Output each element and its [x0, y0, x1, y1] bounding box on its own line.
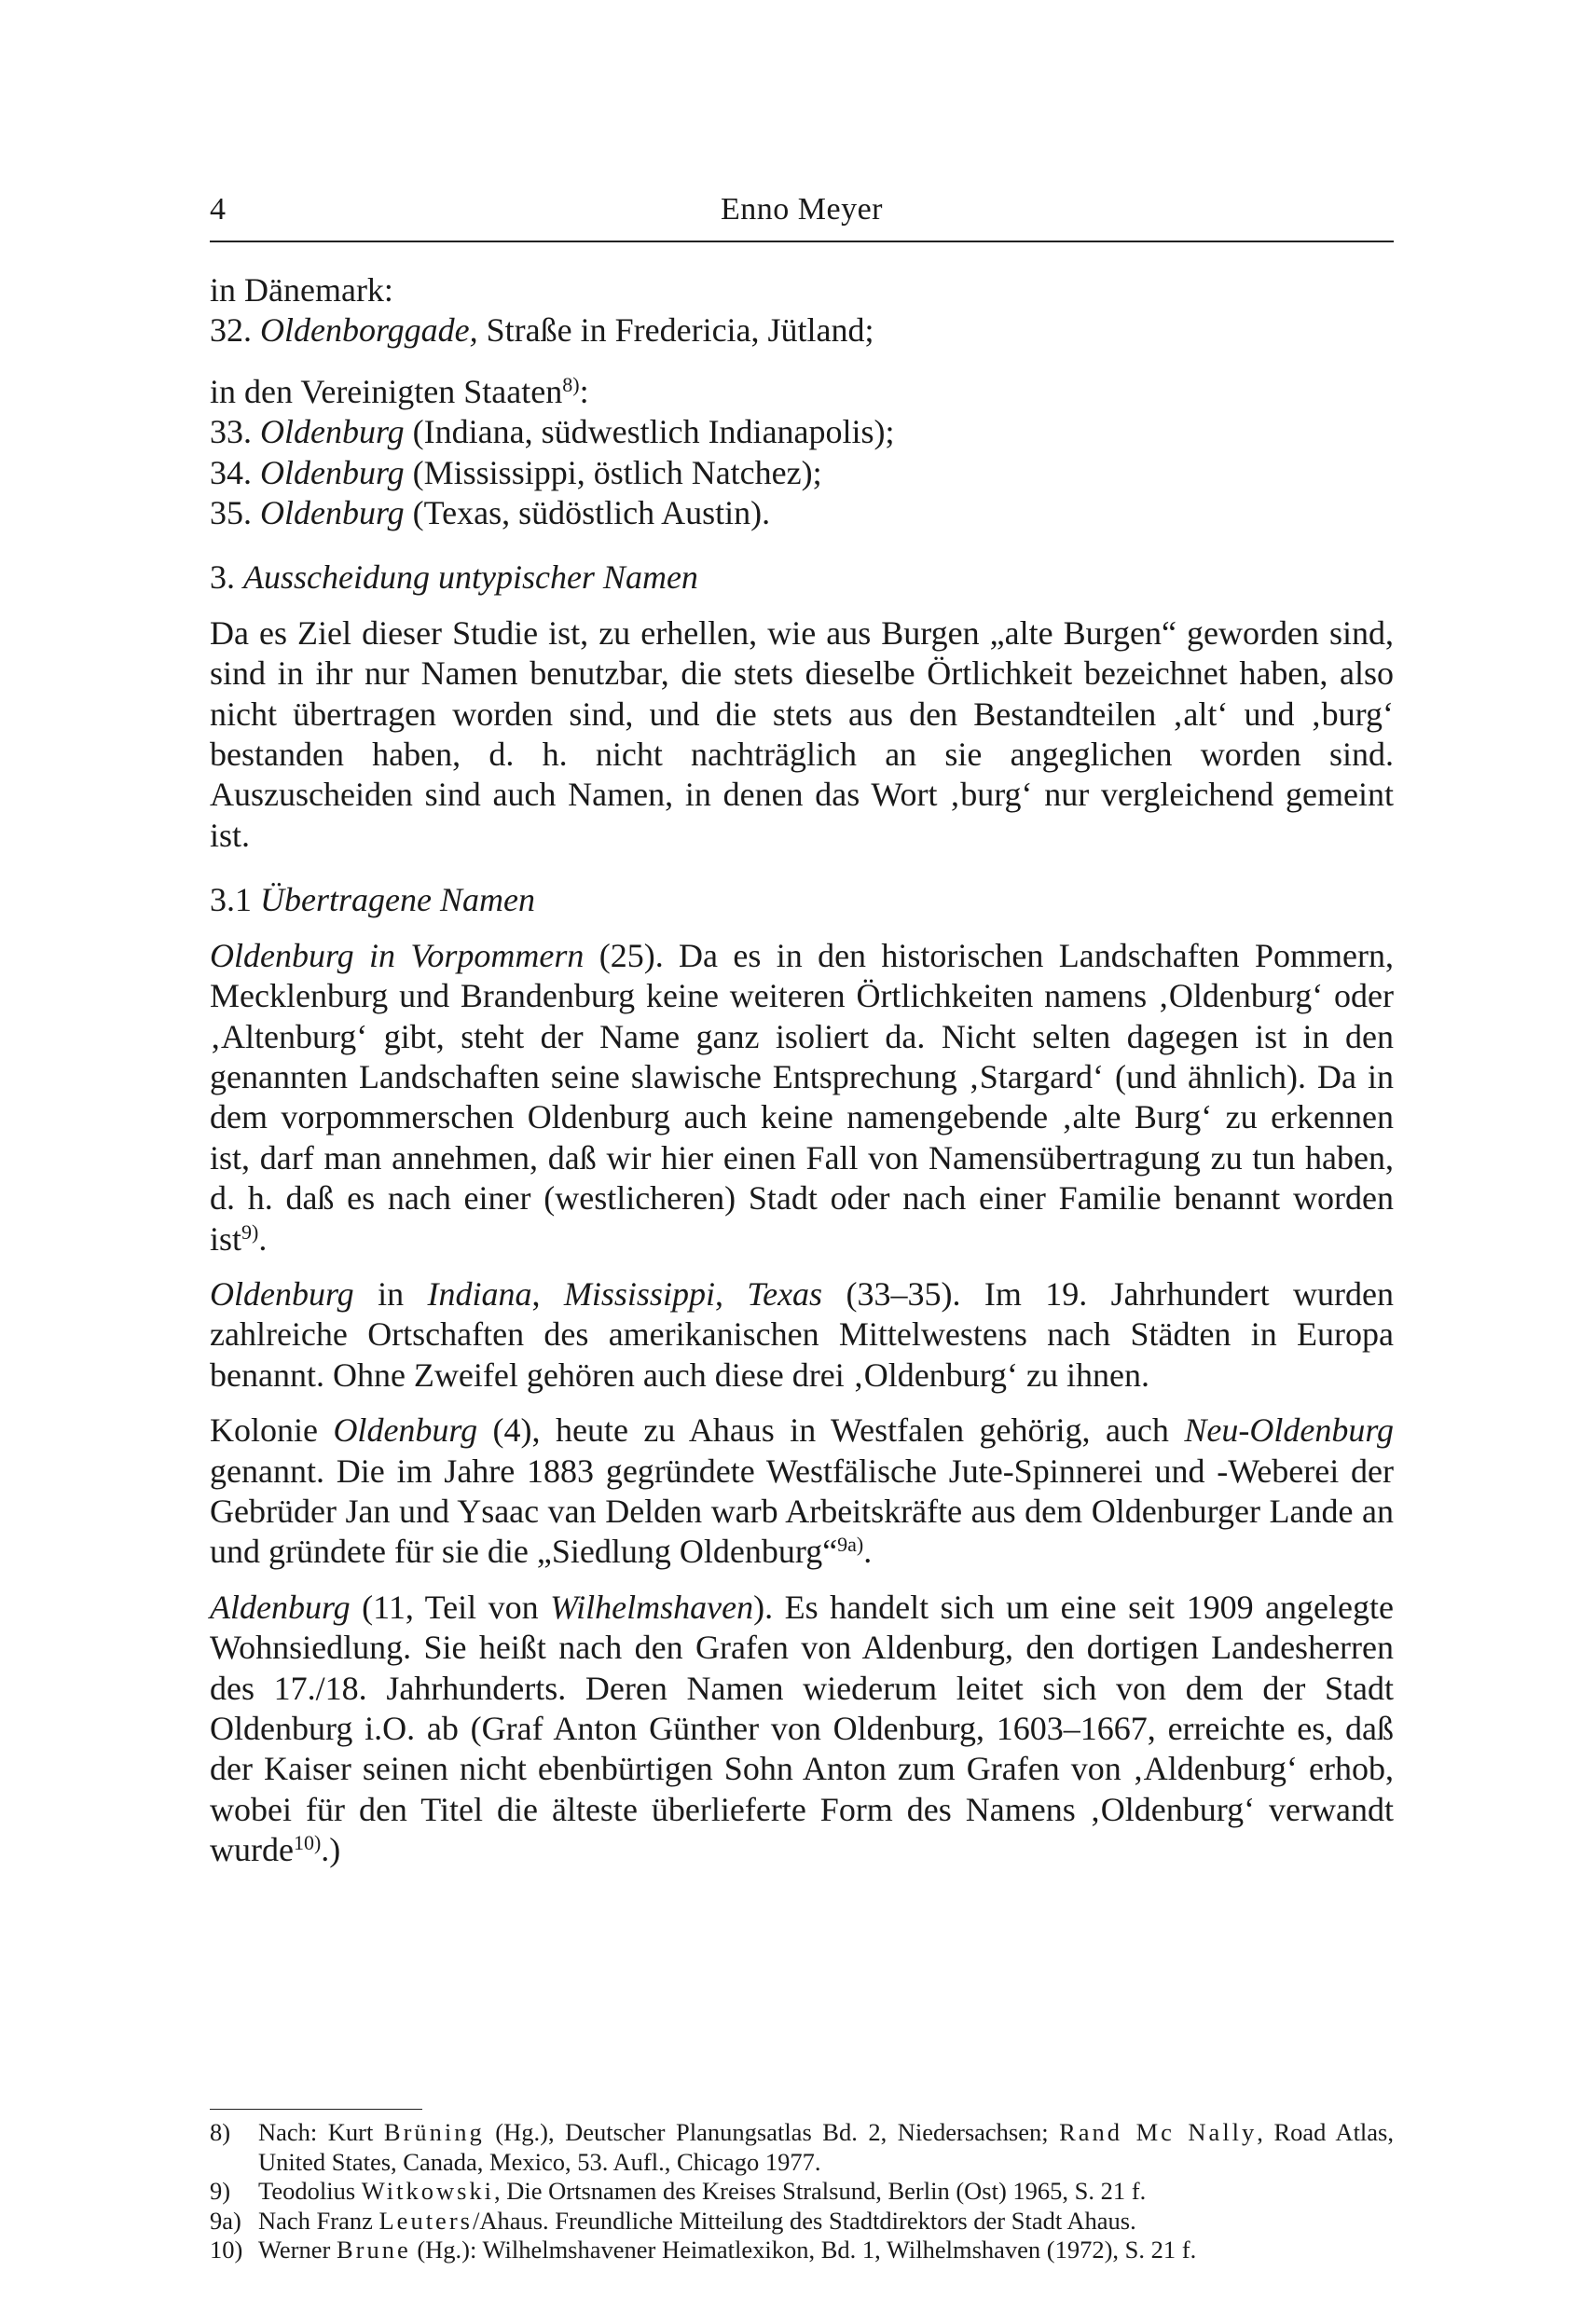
paragraph: Aldenburg (11, Teil von Wilhelmshaven). Es handelt sich um eine seit 1909 angelegte Wohnsiedlung. Sie heißt nach den Grafen von Aldenburg, den dortigen Landesherren des 17./18. Jahrhunderts. Deren Namen wiederum leitet sich von dem der Stadt Oldenburg i.O. ab (Graf Anton Günther von Oldenburg, 1603–1667, erreichte es, daß der Kaiser seinen nicht ebenbürtigen Sohn Anton zum Grafen von ‚Aldenburg‘ erhob, wobei für den Titel die älteste überlieferte Form des Namens ‚Oldenburg‘ verwandt wurde$^{10)}$.) — [210, 1588, 1394, 1869]
footnote: 9a) Nach Franz Leuters/Ahaus. Freundliche Mitteilung des Stadtdirektors der Stadt Ahaus. — [210, 2206, 1136, 2235]
place-name: Indiana — [427, 1274, 532, 1313]
entry-lead: Oldenburg in Vorpommern — [210, 936, 585, 974]
place-name: Neu-Oldenburg — [1184, 1411, 1394, 1450]
item-description: Straße in Fredericia, Jütland; — [477, 311, 874, 350]
main-text — [210, 270, 1394, 1871]
running-head-author: Enno Meyer — [720, 192, 883, 227]
entry-lead: Oldenburg — [210, 1274, 354, 1313]
footnote-ref: 10) — [293, 1831, 322, 1855]
book-page — [210, 0, 1394, 2312]
paragraph: Kolonie Oldenburg (4), heute zu Ahaus in Westfalen gehörig, auch Neu-Oldenburg genannt. Die im Jahre 1883 gegründete Westfälische Jute-Spinnerei und -Weberei der Gebrüder Jan und Ysaac van Delden warb Arbeitskräfte aus dem Oldenburger Lande an und gründete für sie die „Siedlung Oldenburg“$^{9a)}$. — [210, 1411, 1394, 1571]
place-name: Mississippi — [563, 1274, 715, 1313]
item-description: (Indiana, südwestlich Indianapolis); — [404, 413, 895, 451]
footnote-mark: 8) — [210, 2118, 231, 2146]
list-item — [210, 493, 1394, 533]
section-number: 3. — [210, 558, 243, 597]
footnote: 8) Nach: Kurt Brüning (Hg.), Deutscher Planungsatlas Bd. 2, Niedersachsen; Rand Mc Nally, Road Atlas, United States, Canada, Mexico, 53. Aufl., Chicago 1977. — [210, 2118, 1394, 2176]
list-item — [210, 310, 1394, 351]
place-name: Oldenborggade, — [260, 311, 478, 350]
header-rule — [210, 241, 1394, 242]
section-number: 3.1 — [210, 881, 260, 919]
item-number: 35. — [210, 494, 260, 532]
item-number: 32. — [210, 311, 260, 350]
item-description: (Mississippi, östlich Natchez); — [404, 453, 822, 491]
footnote-rule — [210, 2109, 422, 2110]
author-name: Witkowski — [361, 2177, 495, 2206]
footnote-mark: 10) — [210, 2236, 243, 2264]
footnote-ref: 8) — [562, 372, 580, 396]
place-name: Oldenburg — [260, 494, 405, 532]
list-heading-usa: in den Vereinigten Staaten$^{8)}$: — [210, 372, 589, 410]
section-title: Ausscheidung untypischer Namen — [243, 558, 698, 597]
paragraph: Da es Ziel dieser Studie ist, zu erhellen, wie aus Burgen „alte Burgen“ geworden sind, sind in ihr nur Namen benutzbar, die stets dieselbe Örtlichkeit bezeichnet haben, also nicht übertragen worden sind, und die stets aus den Bestandteilen ‚alt‘ und ‚burg‘ bestanden haben, d. h. nicht nachträglich an sie angeglichen worden sind. Auszuscheiden sind auch Namen, in denen das Wort ‚burg‘ nur vergleichend gemeint ist. — [210, 613, 1394, 854]
paragraph: Oldenburg in Indiana, Mississippi, Texas (33–35). Im 19. Jahrhundert wurden zahlreiche Ortschaften des amerikanischen Mittelwestens nach Städten in Europa benannt. Ohne Zweifel gehören auch diese drei ‚Oldenburg‘ zu ihnen. — [210, 1274, 1394, 1394]
footnotes — [210, 2118, 1394, 2265]
place-name: Oldenburg — [260, 453, 405, 491]
place-name: Texas — [747, 1274, 823, 1313]
footnote: 9) Teodolius Witkowski, Die Ortsnamen des Kreises Stralsund, Berlin (Ost) 1965, S. 21 f. — [210, 2177, 1147, 2206]
place-name: Wilhelmshaven — [550, 1588, 754, 1626]
author-name: Rand Mc Nally — [1059, 2118, 1258, 2146]
entry-lead: Aldenburg — [210, 1588, 351, 1626]
section-title: Übertragene Namen — [260, 881, 535, 919]
author-name: Brune — [336, 2236, 411, 2264]
footnote-ref: 9a) — [837, 1533, 864, 1557]
subsection-heading — [210, 880, 1394, 920]
author-name: Brüning — [383, 2118, 485, 2146]
running-head — [210, 186, 1394, 233]
section-heading — [210, 557, 1394, 598]
list-heading-denmark: in Dänemark: — [210, 271, 393, 309]
item-number: 34. — [210, 453, 260, 491]
author-name: Leuters — [378, 2206, 473, 2235]
place-name: Oldenburg — [260, 413, 405, 451]
item-number: 33. — [210, 413, 260, 451]
footnote-ref: 9) — [241, 1219, 259, 1244]
entry-lead: Oldenburg — [333, 1411, 478, 1450]
footnote: 10) Werner Brune (Hg.): Wilhelmshavener Heimatlexikon, Bd. 1, Wilhelmshaven (1972), S. 21 f. — [210, 2236, 1197, 2264]
page-number: 4 — [210, 192, 226, 227]
footnote-mark: 9) — [210, 2177, 231, 2206]
list-item — [210, 453, 1394, 493]
list-item — [210, 412, 1394, 452]
footnote-mark: 9a) — [210, 2206, 241, 2235]
item-description: (Texas, südöstlich Austin). — [404, 494, 771, 532]
paragraph: Oldenburg in Vorpommern (25). Da es in den historischen Landschaften Pommern, Mecklenburg und Brandenburg keine weiteren Örtlichkeiten namens ‚Oldenburg‘ oder ‚Altenburg‘ gibt, steht der Name ganz isoliert da. Nicht selten dagegen ist in den genannten Landschaften seine slawische Entsprechung ‚Stargard‘ (und ähnlich). Da in dem vorpommerschen Oldenburg auch keine namengebende ‚alte Burg‘ zu erkennen ist, darf man annehmen, daß wir hier einen Fall von Namensübertragung zu tun haben, d. h. daß es nach einer (westlicheren) Stadt oder nach einer Familie benannt worden ist$^{9)}$. — [210, 936, 1394, 1258]
